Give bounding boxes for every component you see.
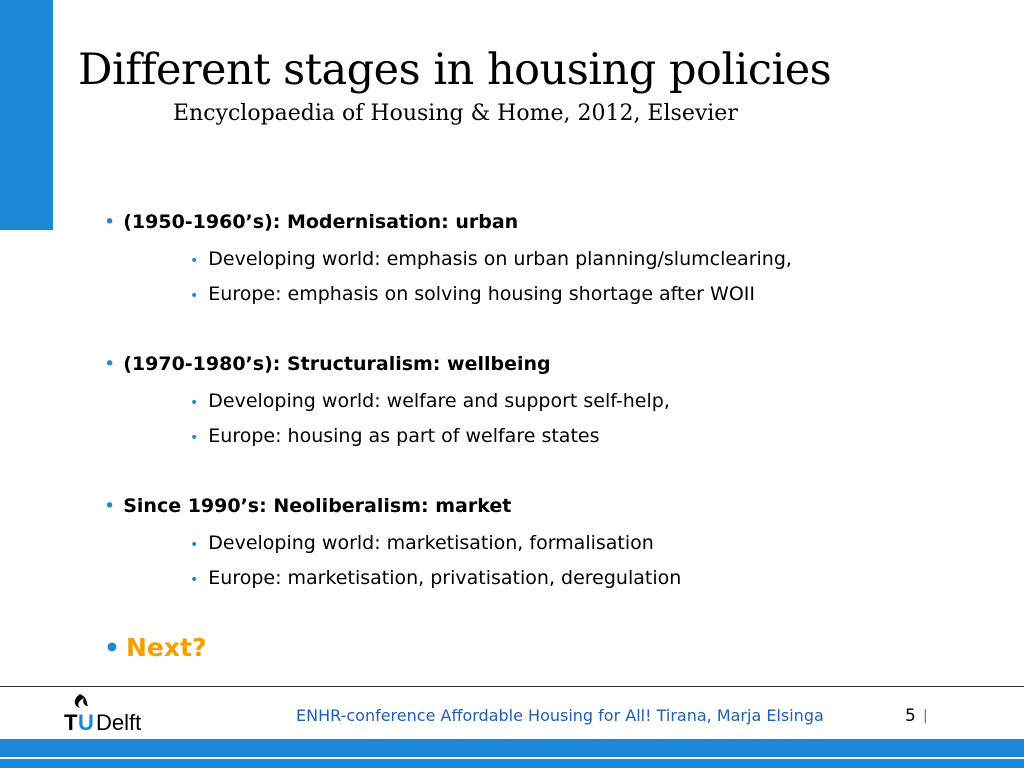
next-text: Next? <box>125 633 207 662</box>
list-item <box>190 248 792 270</box>
bullet-icon: • <box>190 572 199 588</box>
list-item <box>190 567 681 589</box>
bullet-icon: • <box>104 495 116 517</box>
tudelft-logo <box>62 692 172 732</box>
bullet-icon: • <box>190 253 199 269</box>
section-heading-structuralism <box>104 353 551 375</box>
list-item-text: Developing world: marketisation, formalisation <box>208 532 654 554</box>
footer-divider <box>0 686 1024 687</box>
bullet-icon: • <box>104 211 116 233</box>
list-item-text: Developing world: welfare and support self-help, <box>208 390 670 412</box>
section-heading-text: Since 1990’s: Neoliberalism: market <box>123 495 512 517</box>
list-item <box>190 390 670 412</box>
page-number: 5 <box>905 706 916 726</box>
section-heading-text: (1950-1960’s): Modernisation: urban <box>123 211 519 233</box>
bullet-icon: • <box>104 633 120 662</box>
list-item-text: Europe: emphasis on solving housing shortage after WOII <box>208 283 755 305</box>
bullet-icon: • <box>104 353 116 375</box>
section-heading-text: (1970-1980’s): Structuralism: wellbeing <box>123 353 551 375</box>
svg-text:U: U <box>78 710 94 732</box>
svg-text:T: T <box>64 710 78 732</box>
section-heading-neoliberalism <box>104 495 511 517</box>
bullet-icon: • <box>190 395 199 411</box>
svg-text:Delft: Delft <box>96 710 142 732</box>
list-item-text: Developing world: emphasis on urban planning/slumclearing, <box>208 248 792 270</box>
slide-subtitle: Encyclopaedia of Housing & Home, 2012, Elsevier <box>173 101 738 126</box>
list-item <box>190 283 755 305</box>
list-item-text: Europe: housing as part of welfare states <box>208 425 600 447</box>
bullet-icon: • <box>190 537 199 553</box>
page-separator: | <box>923 708 928 724</box>
footer-text: ENHR-conference Affordable Housing for All! Tirana, Marja Elsinga <box>296 706 824 725</box>
bottom-bar <box>0 739 1024 768</box>
list-item-text: Europe: marketisation, privatisation, deregulation <box>208 567 682 589</box>
bullet-icon: • <box>190 430 199 446</box>
slide-title: Different stages in housing policies <box>78 45 832 95</box>
next-bullet <box>104 633 206 662</box>
list-item <box>190 425 599 447</box>
accent-bar <box>0 0 53 230</box>
bottom-bar-stripe <box>0 757 1024 759</box>
list-item <box>190 532 654 554</box>
section-heading-modernisation <box>104 211 518 233</box>
bullet-icon: • <box>190 288 199 304</box>
